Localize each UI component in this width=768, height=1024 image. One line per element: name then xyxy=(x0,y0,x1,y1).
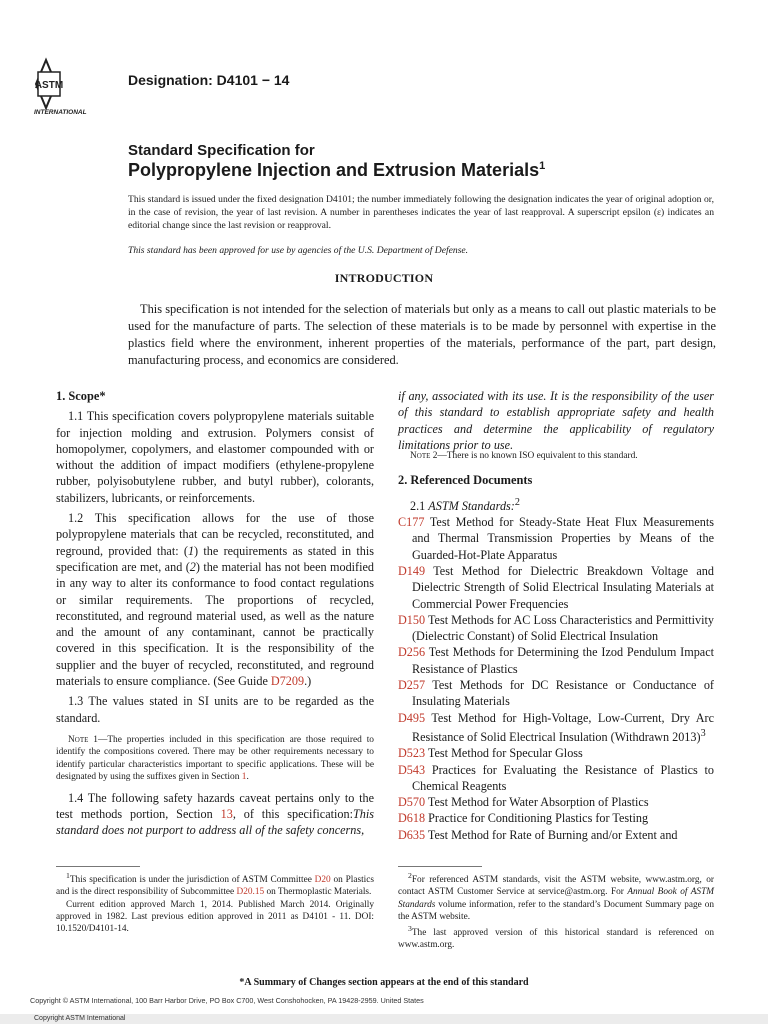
footnote-rule-left xyxy=(56,866,140,867)
reference-code-link[interactable]: D150 xyxy=(398,612,426,627)
dod-approval: This standard has been approved for use by agencies of the U.S. Department of Defense. xyxy=(128,245,469,256)
reference-item: D257 Test Methods for DC Resistance or Conductance of Insulating Materials xyxy=(398,678,714,709)
footnote-3: $^3$The last approved version of this historical standard is referenced on www.astm.org. xyxy=(398,923,714,951)
footnote-1: $^1$This specification is under the jurisdiction of ASTM Committee D20 on Plastics and is the direct responsibility of Subcommittee D20.15 on Thermoplastic Materials. xyxy=(56,871,374,898)
bottom-bar-text: Copyright ASTM International xyxy=(34,1015,126,1022)
astm-standards-subheading: 2.1 ASTM Standards:$^2$ xyxy=(410,496,520,513)
reference-item: D570 Test Method for Water Absorption of Plastics xyxy=(398,795,649,810)
reference-item: D543 Practices for Evaluating the Resistance of Plastics to Chemical Reagents xyxy=(398,762,714,793)
reference-item: D495 Test Method for High-Voltage, Low-Current, Dry Arc Resistance of Solid Electrical Insulation (Withdrawn 2013)$^3$ xyxy=(398,710,714,744)
referenced-documents-heading: 2. Referenced Documents xyxy=(398,473,533,488)
logo-subtext: INTERNATIONAL xyxy=(34,109,87,116)
scope-1-4: 1.4 The following safety hazards caveat pertains only to the test methods portion, Section 13, of this specification:This standard does not purport to address all of the safety concerns, xyxy=(56,790,374,838)
reference-item: C177 Test Method for Steady-State Heat Flux Measurements and Thermal Transmission Properties by Means of the Guarded-Hot-Plate Apparatus xyxy=(398,515,714,562)
subcommittee-d20-15-link[interactable]: D20.15 xyxy=(236,887,265,898)
introduction-text: This specification is not intended for the selection of materials but only as a means to call out plastic materials to be used for the manufacture of parts. The selection of these materials is to be made by personnel with expertise in the plastics field where the environment, inherent properties of the materials, performance of the part, part design, manufacturing process, and economics are considered. xyxy=(128,302,716,367)
title-line-2: Polypropylene Injection and Extrusion Materials$^1$ xyxy=(128,160,546,180)
reference-code-link[interactable]: D635 xyxy=(398,827,426,842)
footnote-1-edition: Current edition approved March 1, 2014. Published March 2014. Originally approved in 1982. Last previous edition approved in 2011 as D4101 - 11. DOI: 10.1520/D4101-14. xyxy=(56,899,374,934)
copyright-line: Copyright © ASTM International, 100 Barr Harbor Drive, PO Box C700, West Conshohocken, PA 19428-2959. United States xyxy=(30,996,424,1005)
note-1: Note 1—The properties included in this specification are those required to identify the compositions covered. There may be other requirements necessary to identify particular characteristics important to specific applications. These will be designated by using the suffixes given in Section 1. xyxy=(56,734,374,783)
reference-code-link[interactable]: D523 xyxy=(398,746,426,761)
guide-d7209-link[interactable]: D7209 xyxy=(270,674,305,689)
scope-heading: 1. Scope* xyxy=(56,389,106,403)
footnotes-right xyxy=(398,870,714,951)
issuance-statement: This standard is issued under the fixed designation D4101; the number immediately following the designation indicates the year of original adoption or, in the case of revision, the year of last revision. A number in parentheses indicates the year of last reapproval. A superscript epsilon (ε) indicates an editorial change since the last revision or reapproval. xyxy=(128,194,714,231)
reference-item: D618 Practice for Conditioning Plastics for Testing xyxy=(398,811,649,826)
footnote-rule-right xyxy=(398,866,482,867)
reference-code-link[interactable]: D257 xyxy=(398,678,426,693)
left-column xyxy=(56,388,374,838)
scope-1-3: 1.3 The values stated in SI units are to be regarded as the standard. xyxy=(56,694,374,725)
reference-code-link[interactable]: D618 xyxy=(398,811,426,826)
reference-code-link[interactable]: D256 xyxy=(398,645,426,660)
summary-of-changes-note: *A Summary of Changes section appears at the end of this standard xyxy=(239,977,529,988)
footnote-2: $^2$For referenced ASTM standards, visit the ASTM website, www.astm.org, or contact ASTM Customer Service at service@astm.org. For Annual Book of ASTM Standards volume information, refer to the standard’s Document Summary page on the ASTM website. xyxy=(398,871,714,922)
footnotes-left xyxy=(56,870,374,935)
title-footnote-mark: 1 xyxy=(539,160,546,172)
reference-code-link[interactable]: D543 xyxy=(398,762,426,777)
reference-code-link[interactable]: D495 xyxy=(398,710,426,725)
designation: Designation: D4101 − 14 xyxy=(128,72,290,88)
logo-text: ASTM xyxy=(34,80,64,91)
reference-item: D149 Test Method for Dielectric Breakdown Voltage and Dielectric Strength of Solid Electrical Insulating Materials at Commercial Power Frequencies xyxy=(398,563,714,611)
introduction-heading: INTRODUCTION xyxy=(334,271,434,285)
reference-code-link[interactable]: D570 xyxy=(398,795,426,810)
reference-code-link[interactable]: D149 xyxy=(398,563,426,578)
section-13-link[interactable]: 13 xyxy=(220,806,233,821)
reference-item: D150 Test Methods for AC Loss Characteristics and Permittivity (Dielectric Constant) of Solid Electrical Insulation xyxy=(398,612,714,644)
note-2: Note 2—There is no known ISO equivalent to this standard. xyxy=(410,451,638,461)
astm-logo xyxy=(32,54,122,116)
scope-1-2: 1.2 This specification allows for the use of those polypropylene materials that can be recycled, reconstituted, and reground, provided that: (1) the requirements as stated in this specification are met, and (2) the material has not been modified in any way to alter its conformance to food contact regulations or similar requirements. The proportions of recycled, reconstituted, and reground material used, as well as the nature and the amount of any contaminant, cannot be practically covered in this specification. It is the responsibility of the supplier and the buyer of recycled, reconstituted, and reground materials to ensure compliance. (See Guide D7209.) xyxy=(56,511,375,689)
right-column xyxy=(398,388,714,843)
scope-1-1: 1.1 This specification covers polypropylene materials suitable for injection molding and extrusion. Polymers consist of homopolymer, copolymers, and elastomer compounded with or without the addition of impact modifiers (ethylene-propylene rubber, polyisobutylene rubber, and butyl rubber), colorants, stabilizers, lubricants, or reinforcements. xyxy=(56,409,374,505)
committee-d20-link[interactable]: D20 xyxy=(314,875,331,886)
reference-item: D256 Test Methods for Determining the Izod Pendulum Impact Resistance of Plastics xyxy=(398,645,714,676)
reference-list xyxy=(398,514,714,843)
reference-code-link[interactable]: C177 xyxy=(398,515,425,530)
reference-item: D523 Test Method for Specular Gloss xyxy=(398,746,583,761)
caveat-continuation: if any, associated with its use. It is the responsibility of the user of this standard to establish appropriate safety and health practices and determine the applicability of regulatory limitations prior to use. xyxy=(398,389,714,452)
reference-item: D635 Test Method for Rate of Burning and/or Extent and xyxy=(398,827,678,842)
title-line-1: Standard Specification for xyxy=(128,142,315,159)
section-1-link[interactable]: 1 xyxy=(241,772,247,783)
